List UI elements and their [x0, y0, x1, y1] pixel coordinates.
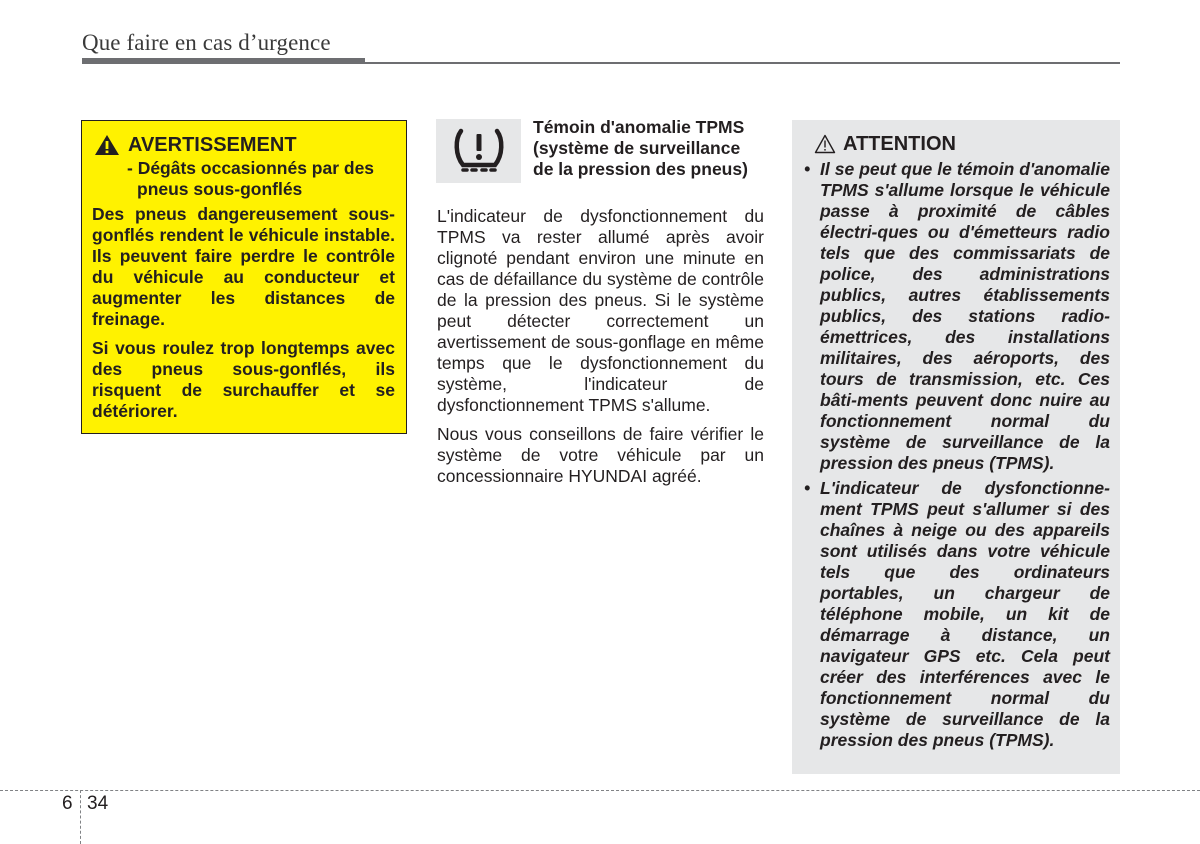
- chapter-number: 6: [62, 793, 73, 814]
- caution-item-text: Il se peut que le témoin d'anomalie TPMS s'allume lorsque le véhicule passe à proximité de câbles électri-ques ou d'émetteurs radio tels que des commissariats de police, des administrations publics, autres établissements publics, des stations radio-émettrices, des installations militaires, des aéroports, des tours de transmission, etc. Ces bâti-ments peuvent donc nuire au fonctionnement normal du système de surveillance de la pression des pneus (TPMS).: [820, 159, 1110, 473]
- section-title: Que faire en cas d’urgence: [82, 30, 331, 55]
- caution-item: [802, 478, 1110, 751]
- header-rule-thin: [365, 62, 1120, 64]
- tpms-paragraph: Nous vous conseillons de faire vérifier le système de votre véhicule par un concessionnaire HYUNDAI agréé.: [437, 424, 764, 486]
- caution-triangle-icon: [814, 134, 836, 154]
- warning-heading: [92, 133, 395, 157]
- caution-box: [792, 120, 1120, 774]
- page-number: 34: [87, 793, 109, 814]
- caution-heading-text: ATTENTION: [843, 133, 956, 155]
- warning-triangle-icon: [94, 134, 120, 156]
- tpms-paragraph: L'indicateur de dysfonctionnement du TPMS va rester allumé après avoir clignoté pendant environ une minute en cas de défaillance du système de contrôle de la pression des pneus. Si le système peut détecter correctement un avertissement de sous-gonflage en même temps que le dysfonctionnement du système, l'indicateur de dysfonctionnement TPMS s'allume.: [437, 206, 764, 415]
- caution-item: [802, 159, 1110, 474]
- bullet: •: [804, 159, 811, 179]
- bullet: •: [804, 478, 811, 498]
- tpms-warning-light-icon: [451, 125, 507, 177]
- warning-heading-text: AVERTISSEMENT: [128, 134, 297, 156]
- header-rule: [82, 58, 365, 64]
- tpms-body: [437, 206, 764, 495]
- warning-paragraph: Si vous roulez trop longtemps avec des pneus sous-gonflés, ils risquent de surchauffer et se détériorer.: [92, 338, 395, 421]
- tpms-icon-box: [436, 119, 521, 183]
- caution-heading: [802, 132, 1110, 156]
- caution-list: [802, 159, 1110, 751]
- footer-divider: [80, 790, 81, 844]
- tpms-title: Témoin d'anomalie TPMS (système de surveillance de la pression des pneus): [533, 117, 748, 179]
- warning-subtitle: - Dégâts occasionnés par des pneus sous-gonflés: [127, 158, 375, 199]
- footer-rule: [0, 790, 1200, 791]
- caution-item-text: L'indicateur de dysfonctionne-ment TPMS peut s'allumer si des chaînes à neige ou des appareils sont utilisés dans votre véhicule tels que des ordinateurs portables, un chargeur de téléphone mobile, un kit de démarrage à distance, un navigateur GPS etc. Cela peut créer des interférences avec le fonctionnement normal du système de surveillance de la pression des pneus (TPMS).: [820, 478, 1110, 750]
- warning-box: [81, 120, 407, 434]
- warning-paragraph: Des pneus dangereusement sous-gonflés rendent le véhicule instable. Ils peuvent faire perdre le contrôle du véhicule au conducteur et augmenter les distances de freinage.: [92, 204, 395, 329]
